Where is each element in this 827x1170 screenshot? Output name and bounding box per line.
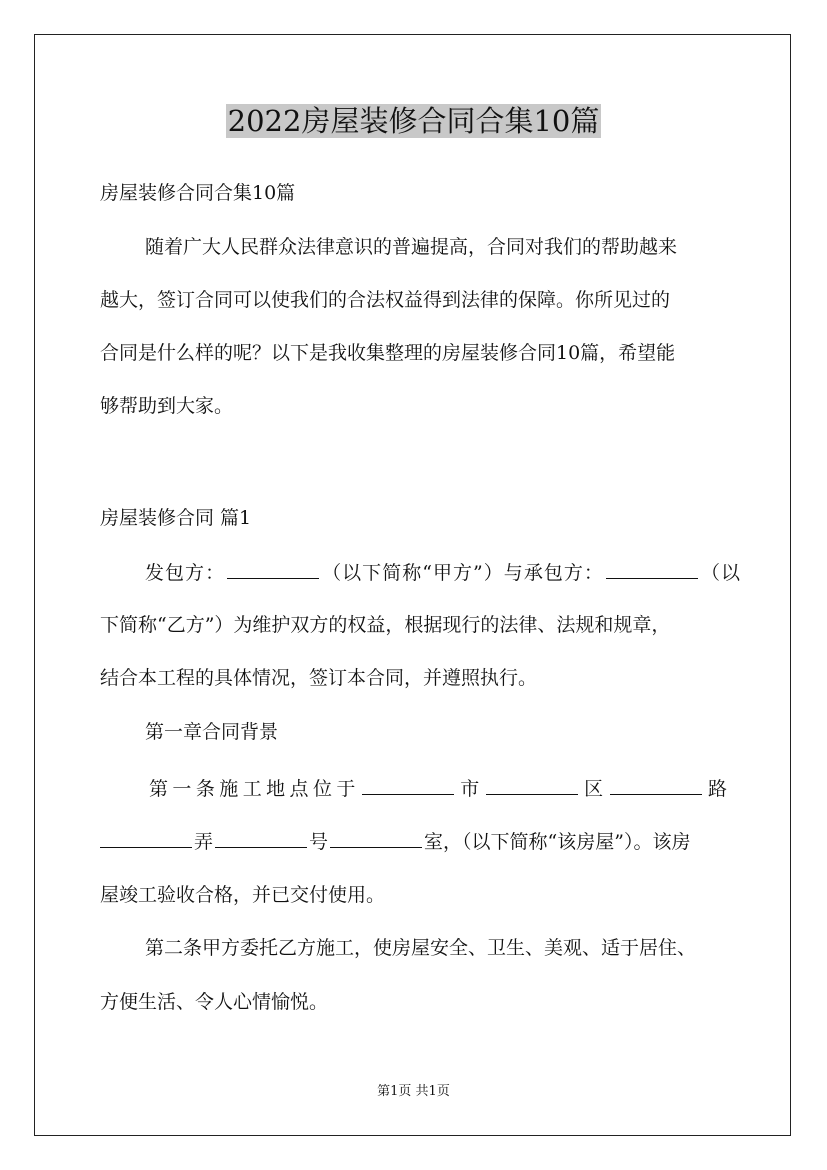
party-line-3: 结合本工程的具体情况，签订本合同，并遵照执行。 [100,667,538,689]
article1-line-2 [100,828,740,855]
chapter-heading: 第一章合同背景 [145,721,279,743]
city-blank [362,775,454,795]
party-a-tail: （以下简称“甲方”）与承包方： [321,562,604,584]
document-subtitle: 房屋装修合同合集10篇 [100,182,296,204]
lane-blank [100,828,192,848]
article2-line-2: 方便生活、令人心情愉悦。 [100,991,329,1013]
party-b-tail: （以 [699,562,740,584]
party-line-1 [145,559,740,586]
intro-line-1: 随着广大人民群众法律意识的普遍提高，合同对我们的帮助越来 [145,236,678,258]
party-b-blank [606,559,698,579]
party-line-2: 下简称“乙方”）为维护双方的权益，根据现行的法律、法规和规章， [100,614,671,636]
article2-line-1: 第二条甲方委托乙方施工，使房屋安全、卫生、美观、适于居住、 [145,937,697,959]
article1-lane: 弄 [194,831,214,853]
article1-city: 市 [455,778,484,800]
document-title [0,100,827,142]
number-blank [215,828,307,848]
road-blank [610,775,702,795]
intro-line-2: 越大，签订合同可以使我们的合法权益得到法律的保障。你所见过的 [100,289,671,311]
district-blank [486,775,578,795]
article1-lead: 第一条施工地点位于 [149,778,360,800]
article1-road: 路 [703,778,727,800]
party-a-label: 发包方： [145,562,226,584]
page-footer: 第1页 共1页 [377,1084,450,1099]
article1-number: 号 [309,831,329,853]
intro-line-3: 合同是什么样的呢？以下是我收集整理的房屋装修合同10篇，希望能 [100,342,676,364]
article1-room-tail: 室，（以下简称“该房屋”）。该房 [424,831,691,853]
document-title-text: 2022房屋装修合同合集10篇 [227,104,600,138]
party-a-blank [227,559,319,579]
room-blank [330,828,422,848]
article1-line-1 [149,775,727,802]
intro-line-4: 够帮助到大家。 [100,395,234,417]
article1-district: 区 [579,778,608,800]
section-heading: 房屋装修合同 篇1 [100,507,252,529]
article1-line-3: 屋竣工验收合格，并已交付使用。 [100,884,386,906]
